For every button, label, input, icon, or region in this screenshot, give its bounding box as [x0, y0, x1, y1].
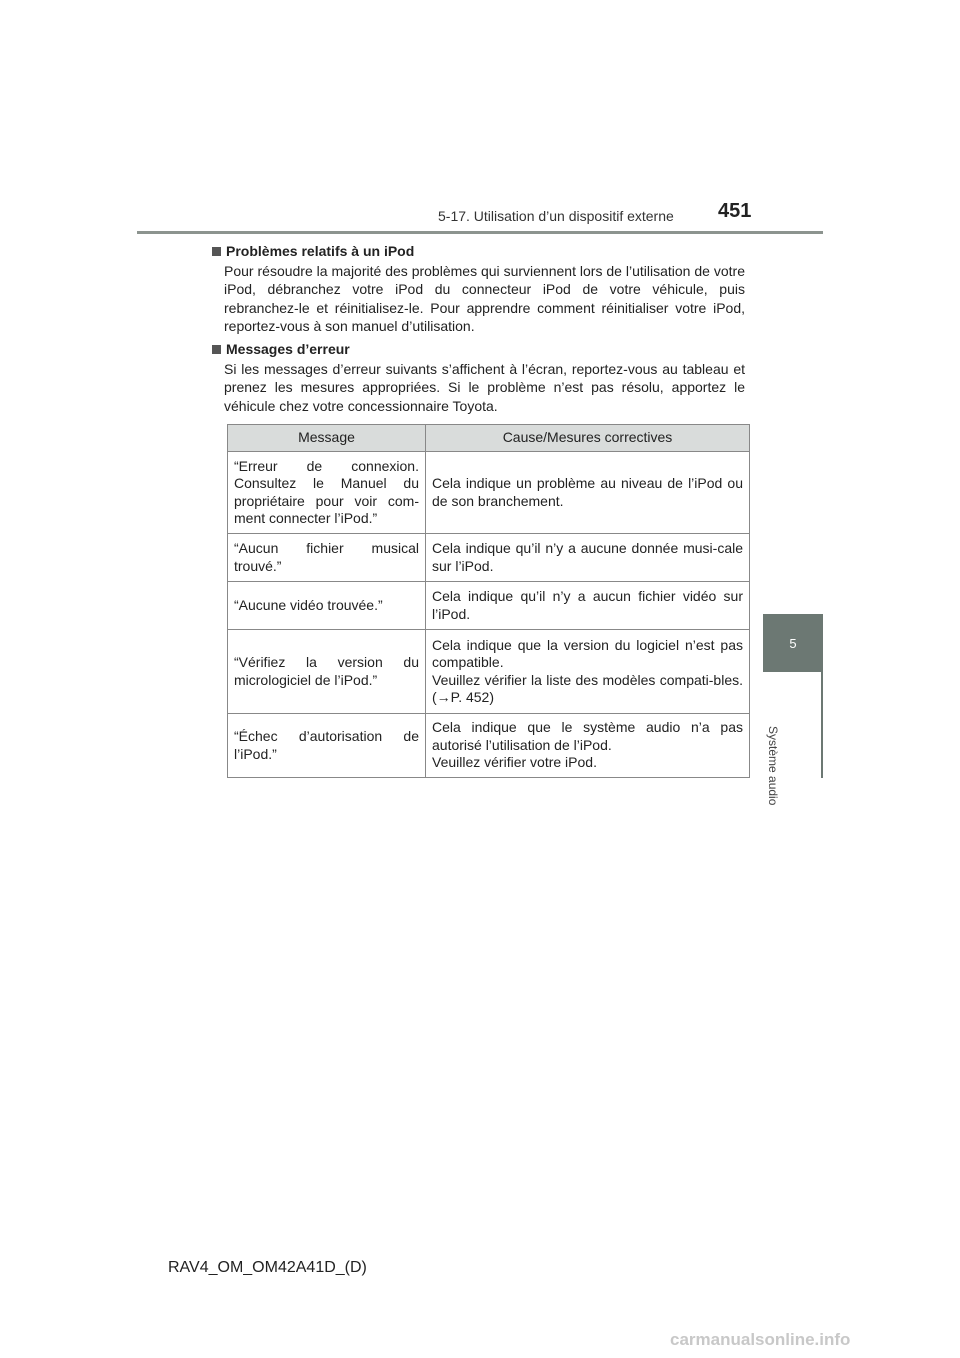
section-ipod-problems [212, 242, 745, 336]
table-row [228, 534, 750, 582]
square-bullet-icon [212, 345, 221, 354]
section-body: Pour résoudre la majorité des problèmes qui surviennent lors de l’utilisation de votre iPod, débranchez votre iPod du connecteur iPod de votre véhicule, puis rebranchez-le et réinitialisez-le. Pour apprendre comment réinitialiser votre iPod, reportez-vous à son manuel d’utilisation. [224, 262, 745, 334]
page-number: 451 [718, 200, 752, 222]
cause-cell: Cela indique qu’il n’y a aucune donnée musi-cale sur l’iPod. [426, 534, 750, 582]
message-cell: “Vérifiez la version du micrologiciel de l’iPod.” [228, 630, 426, 714]
header-title: 5-17. Utilisation d’un dispositif externe [438, 208, 674, 224]
column-header-cause: Cause/Mesures correctives [426, 425, 750, 452]
cause-cell: Cela indique que le système audio n’a pas autorisé l’utilisation de l’iPod. Veuillez vérifier votre iPod. [426, 714, 750, 778]
table-row [228, 714, 750, 778]
chapter-number: 5 [789, 635, 797, 651]
header-rule [137, 231, 823, 234]
column-header-message: Message [228, 425, 426, 452]
footer-model-code: RAV4_OM_OM42A41D_(D) [168, 1259, 367, 1276]
chapter-tab [763, 614, 823, 672]
section-heading [212, 242, 745, 261]
table-row [228, 452, 750, 534]
section-body: Si les messages d’erreur suivants s’affichent à l’écran, reportez-vous au tableau et prenez les mesures appropriées. Si le problème n’est pas résolu, apportez le véhicule chez votre concessionnaire Toyota. [224, 360, 745, 414]
section-heading-text: Problèmes relatifs à un iPod [226, 243, 415, 259]
error-messages-table [227, 424, 750, 778]
cause-cell: Cela indique que la version du logiciel n’est pas compatible. Veuillez vérifier la liste des modèles compati-bles. (→P. 452) [426, 630, 750, 714]
message-cell: “Erreur de connexion. Consultez le Manuel du propriétaire pour voir com-ment connecter l’iPod.” [228, 452, 426, 534]
section-error-messages [212, 340, 745, 415]
table-row [228, 582, 750, 630]
chapter-side-line [821, 672, 823, 778]
message-cell: “Échec d’autorisation de l’iPod.” [228, 714, 426, 778]
message-cell: “Aucune vidéo trouvée.” [228, 582, 426, 630]
section-heading-text: Messages d’erreur [226, 341, 350, 357]
message-cell: “Aucun fichier musical trouvé.” [228, 534, 426, 582]
watermark: carmanualsonline.info [670, 1330, 851, 1349]
table-header-row [228, 425, 750, 452]
section-heading [212, 340, 745, 359]
cause-cell: Cela indique un problème au niveau de l’iPod ou de son branchement. [426, 452, 750, 534]
table-row [228, 630, 750, 714]
square-bullet-icon [212, 247, 221, 256]
cause-cell: Cela indique qu’il n’y a aucun fichier vidéo sur l’iPod. [426, 582, 750, 630]
